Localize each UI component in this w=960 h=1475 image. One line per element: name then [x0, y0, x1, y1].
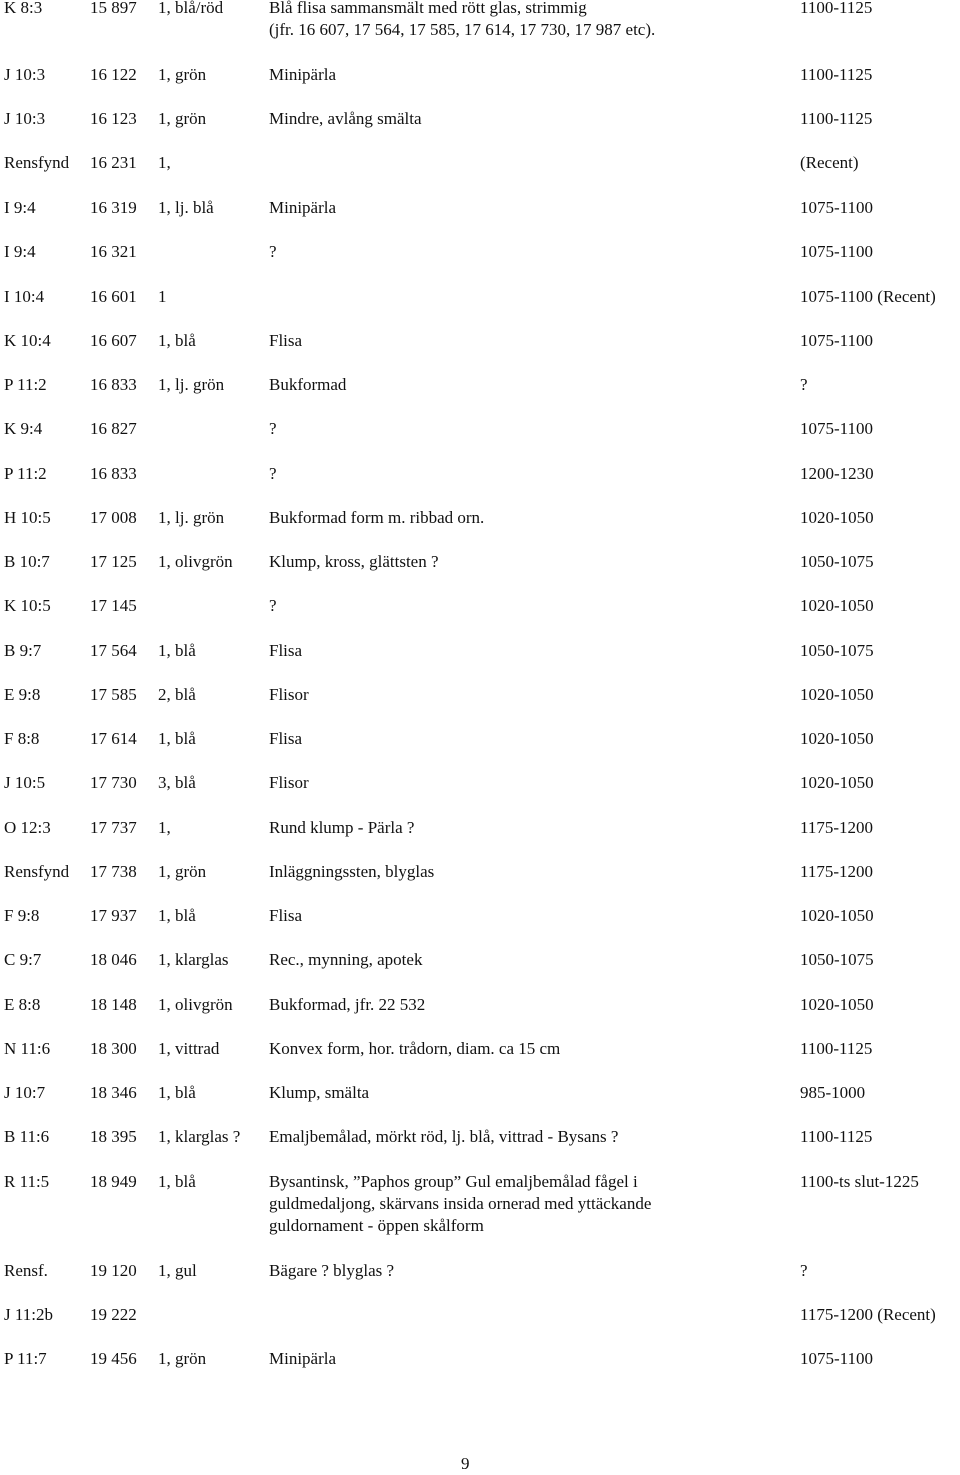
beskrivning-line: Rec., mynning, apotek — [269, 950, 423, 969]
antal-cell: 1, blå — [158, 729, 196, 748]
fyndnr-cell: 19 456 — [90, 1349, 137, 1368]
datering-cell: 985-1000 — [800, 1083, 866, 1102]
ruta-cell: C 9:7 — [4, 950, 42, 969]
beskrivning-line: guldmedaljong, skärvans insida ornerad med yttäckande — [269, 1194, 652, 1213]
antal-cell: 1, olivgrön — [158, 995, 233, 1014]
beskrivning-cell — [269, 374, 346, 396]
beskrivning-line: (jfr. 16 607, 17 564, 17 585, 17 614, 17 730, 17 987 etc). — [269, 20, 656, 39]
fyndnr-cell: 16 833 — [90, 375, 137, 394]
fyndnr-cell: 16 607 — [90, 331, 137, 350]
fyndnr-cell: 19 120 — [90, 1261, 137, 1280]
datering-cell: 1100-1125 — [800, 109, 873, 128]
antal-cell: 1, gul — [158, 1261, 197, 1280]
datering-cell: 1200-1230 — [800, 464, 874, 483]
beskrivning-line: guldornament - öppen skålform — [269, 1216, 484, 1235]
beskrivning-line: Minipärla — [269, 1349, 337, 1368]
beskrivning-line: Klump, kross, glättsten ? — [269, 552, 439, 571]
ruta-cell: H 10:5 — [4, 508, 51, 527]
fyndnr-cell: 18 046 — [90, 950, 137, 969]
ruta-cell: K 10:5 — [4, 596, 51, 615]
beskrivning-cell — [269, 1082, 369, 1104]
page-number: 9 — [461, 1454, 470, 1473]
ruta-cell: I 9:4 — [4, 242, 36, 261]
beskrivning-line: Bukformad — [269, 375, 347, 394]
antal-cell: 1, blå — [158, 1172, 196, 1191]
beskrivning-cell — [269, 640, 302, 662]
ruta-cell: P 11:2 — [4, 464, 47, 483]
beskrivning-line: Bukformad form m. ribbad orn. — [269, 508, 485, 527]
beskrivning-cell — [269, 684, 309, 706]
datering-cell: 1050-1075 — [800, 641, 874, 660]
beskrivning-cell — [269, 994, 425, 1016]
fyndnr-cell: 18 300 — [90, 1039, 137, 1058]
beskrivning-line: Blå flisa sammansmält med rött glas, strimmig — [269, 0, 587, 17]
beskrivning-line: ? — [269, 596, 277, 615]
beskrivning-cell — [269, 551, 439, 573]
beskrivning-line: Flisor — [269, 773, 309, 792]
datering-cell: 1020-1050 — [800, 729, 874, 748]
beskrivning-line: Bukformad, jfr. 22 532 — [269, 995, 426, 1014]
fyndnr-cell: 17 737 — [90, 818, 137, 837]
datering-cell: 1050-1075 — [800, 950, 874, 969]
beskrivning-line: Flisor — [269, 685, 309, 704]
beskrivning-cell — [269, 1126, 618, 1148]
fyndnr-cell: 17 008 — [90, 508, 137, 527]
datering-cell: 1075-1100 (Recent) — [800, 287, 936, 306]
ruta-cell: B 11:6 — [4, 1127, 50, 1146]
antal-cell: 1, lj. grön — [158, 508, 225, 527]
antal-cell: 1, grön — [158, 1349, 207, 1368]
ruta-cell: J 11:2b — [4, 1305, 53, 1324]
antal-cell: 1, grön — [158, 862, 207, 881]
beskrivning-cell — [269, 241, 277, 263]
antal-cell: 1, blå — [158, 906, 196, 925]
fyndnr-cell: 16 827 — [90, 419, 137, 438]
beskrivning-line: Bysantinsk, ”Paphos group” Gul emaljbemålad fågel i — [269, 1172, 638, 1191]
antal-cell: 1, blå/röd — [158, 0, 224, 17]
beskrivning-line: Mindre, avlång smälta — [269, 109, 422, 128]
ruta-cell: Rensfynd — [4, 862, 70, 881]
antal-cell: 3, blå — [158, 773, 196, 792]
beskrivning-cell — [269, 108, 422, 130]
datering-cell: 1050-1075 — [800, 552, 874, 571]
antal-cell: 1 — [158, 287, 167, 306]
fyndnr-cell: 17 145 — [90, 596, 137, 615]
beskrivning-cell — [269, 1171, 651, 1237]
beskrivning-cell — [269, 861, 434, 883]
ruta-cell: J 10:5 — [4, 773, 46, 792]
ruta-cell: B 9:7 — [4, 641, 42, 660]
beskrivning-line: Bägare ? blyglas ? — [269, 1261, 395, 1280]
ruta-cell: O 12:3 — [4, 818, 51, 837]
beskrivning-line: Emaljbemålad, mörkt röd, lj. blå, vittrad - Bysans ? — [269, 1127, 619, 1146]
beskrivning-cell — [269, 197, 336, 219]
beskrivning-cell — [269, 949, 422, 971]
beskrivning-line: Konvex form, hor. trådorn, diam. ca 15 cm — [269, 1039, 561, 1058]
datering-cell: 1100-1125 — [800, 1127, 873, 1146]
datering-cell: 1100-ts slut-1225 — [800, 1172, 919, 1191]
fyndnr-cell: 18 949 — [90, 1172, 137, 1191]
antal-cell: 1, blå — [158, 331, 196, 350]
fyndnr-cell: 16 231 — [90, 153, 137, 172]
fyndnr-cell: 19 222 — [90, 1305, 137, 1324]
ruta-cell: R 11:5 — [4, 1172, 50, 1191]
fyndnr-cell: 18 395 — [90, 1127, 137, 1146]
fyndnr-cell: 16 833 — [90, 464, 137, 483]
antal-cell: 1, — [158, 153, 171, 172]
ruta-cell: N 11:6 — [4, 1039, 51, 1058]
beskrivning-cell — [269, 418, 277, 440]
antal-cell: 1, grön — [158, 65, 207, 84]
datering-cell: 1020-1050 — [800, 508, 874, 527]
beskrivning-line: Klump, smälta — [269, 1083, 370, 1102]
fyndnr-cell: 17 738 — [90, 862, 137, 881]
beskrivning-cell — [269, 905, 302, 927]
datering-cell: 1175-1200 — [800, 862, 874, 881]
beskrivning-cell — [269, 817, 414, 839]
antal-cell: 1, olivgrön — [158, 552, 233, 571]
beskrivning-cell — [269, 1038, 560, 1060]
ruta-cell: E 9:8 — [4, 685, 41, 704]
fyndnr-cell: 17 585 — [90, 685, 137, 704]
beskrivning-cell — [269, 772, 309, 794]
ruta-cell: B 10:7 — [4, 552, 50, 571]
ruta-cell: P 11:7 — [4, 1349, 47, 1368]
beskrivning-line: Minipärla — [269, 65, 337, 84]
fyndnr-cell: 15 897 — [90, 0, 137, 17]
datering-cell: 1100-1125 — [800, 0, 873, 17]
beskrivning-cell — [269, 463, 277, 485]
datering-cell: (Recent) — [800, 153, 859, 172]
fyndnr-cell: 16 321 — [90, 242, 137, 261]
datering-cell: ? — [800, 1261, 808, 1280]
beskrivning-line: Rund klump - Pärla ? — [269, 818, 415, 837]
beskrivning-cell — [269, 507, 484, 529]
beskrivning-line: ? — [269, 464, 277, 483]
fyndnr-cell: 18 148 — [90, 995, 137, 1014]
beskrivning-cell — [269, 595, 277, 617]
datering-cell: 1020-1050 — [800, 906, 874, 925]
fyndnr-cell: 16 122 — [90, 65, 137, 84]
datering-cell: 1100-1125 — [800, 65, 873, 84]
ruta-cell: K 10:4 — [4, 331, 51, 350]
beskrivning-cell — [269, 1348, 336, 1370]
beskrivning-line: Flisa — [269, 331, 303, 350]
antal-cell: 1, klarglas ? — [158, 1127, 241, 1146]
beskrivning-line: Flisa — [269, 641, 303, 660]
ruta-cell: I 9:4 — [4, 198, 36, 217]
ruta-cell: J 10:3 — [4, 109, 46, 128]
antal-cell: 1, vittrad — [158, 1039, 220, 1058]
datering-cell: 1020-1050 — [800, 773, 874, 792]
beskrivning-line: Inläggningssten, blyglas — [269, 862, 435, 881]
beskrivning-line: Flisa — [269, 906, 303, 925]
datering-cell: 1100-1125 — [800, 1039, 873, 1058]
beskrivning-line: ? — [269, 419, 277, 438]
beskrivning-cell — [269, 64, 336, 86]
antal-cell: 1, lj. blå — [158, 198, 214, 217]
fyndnr-cell: 16 319 — [90, 198, 137, 217]
fyndnr-cell: 16 123 — [90, 109, 137, 128]
beskrivning-line: ? — [269, 242, 277, 261]
beskrivning-line: Flisa — [269, 729, 303, 748]
beskrivning-cell — [269, 0, 655, 41]
beskrivning-cell — [269, 728, 302, 750]
datering-cell: 1175-1200 — [800, 818, 874, 837]
datering-cell: 1020-1050 — [800, 596, 874, 615]
ruta-cell: F 9:8 — [4, 906, 40, 925]
datering-cell: 1175-1200 (Recent) — [800, 1305, 936, 1324]
datering-cell: ? — [800, 375, 808, 394]
fyndnr-cell: 18 346 — [90, 1083, 137, 1102]
ruta-cell: Rensfynd — [4, 153, 70, 172]
ruta-cell: Rensf. — [4, 1261, 48, 1280]
antal-cell: 2, blå — [158, 685, 196, 704]
beskrivning-cell — [269, 1260, 394, 1282]
antal-cell: 1, — [158, 818, 171, 837]
fyndnr-cell: 17 937 — [90, 906, 137, 925]
fyndnr-cell: 17 564 — [90, 641, 137, 660]
datering-cell: 1075-1100 — [800, 1349, 874, 1368]
fyndnr-cell: 17 125 — [90, 552, 137, 571]
datering-cell: 1075-1100 — [800, 331, 874, 350]
antal-cell: 1, grön — [158, 109, 207, 128]
fyndnr-cell: 17 730 — [90, 773, 137, 792]
ruta-cell: I 10:4 — [4, 287, 45, 306]
datering-cell: 1075-1100 — [800, 198, 874, 217]
beskrivning-line: Minipärla — [269, 198, 337, 217]
datering-cell: 1020-1050 — [800, 685, 874, 704]
antal-cell: 1, blå — [158, 641, 196, 660]
ruta-cell: K 9:4 — [4, 419, 43, 438]
beskrivning-cell — [269, 330, 302, 352]
datering-cell: 1075-1100 — [800, 242, 874, 261]
antal-cell: 1, blå — [158, 1083, 196, 1102]
datering-cell: 1075-1100 — [800, 419, 874, 438]
antal-cell: 1, klarglas — [158, 950, 229, 969]
ruta-cell: J 10:7 — [4, 1083, 46, 1102]
ruta-cell: F 8:8 — [4, 729, 40, 748]
ruta-cell: K 8:3 — [4, 0, 43, 17]
ruta-cell: P 11:2 — [4, 375, 47, 394]
fyndnr-cell: 16 601 — [90, 287, 137, 306]
ruta-cell: E 8:8 — [4, 995, 41, 1014]
fyndnr-cell: 17 614 — [90, 729, 137, 748]
datering-cell: 1020-1050 — [800, 995, 874, 1014]
antal-cell: 1, lj. grön — [158, 375, 225, 394]
ruta-cell: J 10:3 — [4, 65, 46, 84]
